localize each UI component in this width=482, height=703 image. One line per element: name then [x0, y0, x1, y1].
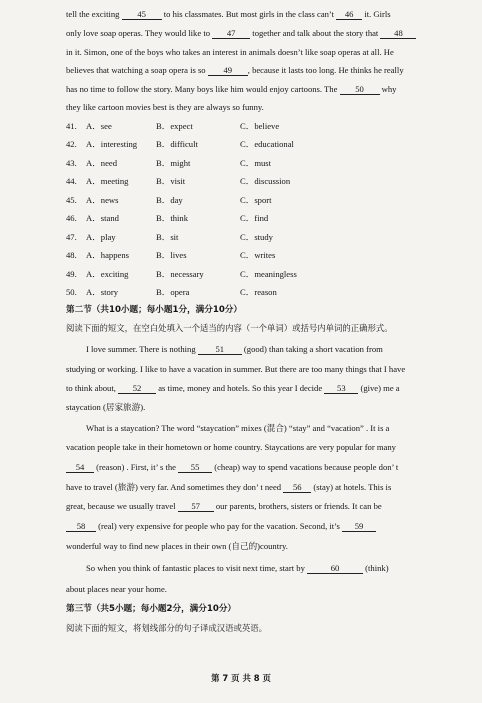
- text: as time, money and hotels. So this year I decide: [156, 383, 325, 393]
- p2-line-9: [66, 500, 452, 512]
- option-b: B．might: [156, 158, 191, 168]
- text: has no time to follow the story. Many boys like him would enjoy cartoons. The: [66, 84, 340, 94]
- text: (good) than taking a short vacation from: [241, 344, 383, 354]
- blank-52: 52: [118, 382, 156, 394]
- text: (cheap) way to spend vacations because people don’ t: [212, 462, 399, 472]
- question-number: 41.: [66, 121, 77, 131]
- blank-45: 45: [122, 8, 162, 20]
- text: (think): [363, 563, 389, 573]
- option-row: [66, 194, 320, 206]
- text: great, because we usually travel: [66, 501, 178, 511]
- text: our parents, brothers, sisters or friends. It can be: [213, 501, 382, 511]
- question-number: 50.: [66, 287, 77, 297]
- text: (real) very expensive for people who pay for the vacation. Second, it’s: [96, 521, 343, 531]
- blank-55: 55: [178, 461, 212, 473]
- option-a: A．news: [86, 195, 119, 205]
- option-row: [66, 212, 320, 224]
- p2-line-5: [66, 422, 452, 434]
- option-row: [66, 286, 320, 298]
- p2-line-1: [66, 343, 452, 355]
- text: So when you think of fantastic places to visit next time, start by: [86, 563, 308, 573]
- option-b: B．opera: [156, 287, 190, 297]
- blank-60: 60: [307, 562, 363, 574]
- text: believes that watching a soap opera is so: [66, 65, 208, 75]
- text: it. Girls: [362, 9, 391, 19]
- text: to his classmates. But most girls in the class can’t: [161, 9, 337, 19]
- option-b: B．lives: [156, 250, 187, 260]
- text: vacation people take in their hometown or home country. Staycations are very popular for many: [66, 442, 396, 452]
- option-b: B．sit: [156, 232, 179, 242]
- question-number: 43.: [66, 158, 77, 168]
- question-number: 45.: [66, 195, 77, 205]
- option-row: [66, 231, 320, 243]
- question-number: 47.: [66, 232, 77, 242]
- p2-line-2: [66, 363, 452, 375]
- text: tell the exciting: [66, 9, 122, 19]
- option-c: C．must: [240, 158, 272, 168]
- option-b: B．necessary: [156, 269, 204, 279]
- option-row: [66, 268, 320, 280]
- passage-line-6: [66, 101, 452, 113]
- option-c: C．believe: [240, 121, 280, 131]
- blank-49: 49: [208, 64, 248, 76]
- option-a: A．interesting: [86, 139, 138, 149]
- blank-46: 46: [336, 8, 362, 20]
- option-c: C．study: [240, 232, 273, 242]
- p2-line-12: [66, 562, 452, 574]
- text: (reason) . First, it’ s the: [94, 462, 179, 472]
- option-c: C．reason: [240, 287, 277, 297]
- option-c: C．find: [240, 213, 269, 223]
- option-c: C．writes: [240, 250, 276, 260]
- question-number: 44.: [66, 176, 77, 186]
- option-a: A．story: [86, 287, 118, 297]
- p2-line-3: [66, 382, 452, 394]
- blank-48: 48: [380, 27, 416, 39]
- text: only love soap operas. They would like to: [66, 28, 213, 38]
- option-a: A．need: [86, 158, 118, 168]
- text: I love summer. There is nothing: [86, 344, 198, 354]
- option-row: [66, 249, 320, 261]
- blank-59: 59: [342, 520, 376, 532]
- option-b: B．expect: [156, 121, 193, 131]
- section-2-title: 第二节（共10小题；每小题1分，满分10分）: [66, 305, 242, 315]
- option-c: C．discussion: [240, 176, 291, 186]
- option-row: [66, 157, 320, 169]
- text: studying or working. I like to have a vacation in summer. But there are too many things that I have: [66, 364, 406, 374]
- option-a: A．exciting: [86, 269, 129, 279]
- blank-54: 54: [66, 461, 94, 473]
- option-a: A．see: [86, 121, 112, 131]
- blank-58: 58: [66, 520, 96, 532]
- option-row: [66, 138, 320, 150]
- passage-line-1: [66, 8, 452, 20]
- question-number: 46.: [66, 213, 77, 223]
- option-a: A．meeting: [86, 176, 129, 186]
- passage-line-3: [66, 46, 452, 58]
- question-number: 42.: [66, 139, 77, 149]
- text: (give) me a: [358, 383, 400, 393]
- option-c: C．educational: [240, 139, 294, 149]
- section-3-instruction: 阅读下面的短文，将划线部分的句子译成汉语或英语。: [66, 623, 267, 633]
- text: to think about,: [66, 383, 119, 393]
- p2-line-7: [66, 461, 452, 473]
- p2-line-8: [66, 481, 452, 493]
- p2-line-4: [66, 401, 452, 413]
- passage-line-5: [66, 83, 452, 95]
- option-row: [66, 175, 320, 187]
- p2-line-10: [66, 520, 452, 532]
- text: wonderful way to find new places in their own (自己的)country.: [66, 541, 288, 551]
- option-b: B．visit: [156, 176, 186, 186]
- p2-line-13: [66, 583, 452, 595]
- text: What is a staycation? The word “staycation” mixes (混合) “stay” and “vacation” . It is a: [86, 423, 390, 433]
- option-c: C．meaningless: [240, 269, 297, 279]
- option-a: A．play: [86, 232, 116, 242]
- question-number: 49.: [66, 269, 77, 279]
- option-row: [66, 120, 320, 132]
- text: (stay) at hotels. This is: [311, 482, 392, 492]
- section-2-instruction: 阅读下面的短文，在空白处填入一个适当的内容（一个单词）或括号内单词的正确形式。: [66, 323, 393, 333]
- text: , because it lasts too long. He thinks he really: [247, 65, 404, 75]
- page-footer: 第 7 页 共 8 页: [211, 673, 271, 683]
- p2-line-6: [66, 441, 452, 453]
- blank-47: 47: [212, 27, 250, 39]
- text: staycation (居家旅游).: [66, 402, 146, 412]
- text: about places near your home.: [66, 584, 167, 594]
- text: they like cartoon movies best is they are always so funny.: [66, 102, 264, 112]
- passage-line-4: [66, 64, 452, 76]
- text: in it. Simon, one of the boys who takes an interest in animals doesn’t like soap operas at all. He: [66, 47, 394, 57]
- section-3-title: 第三节（共5小题；每小题2分，满分10分）: [66, 604, 237, 614]
- blank-57: 57: [178, 500, 214, 512]
- text: why: [379, 84, 397, 94]
- blank-56: 56: [283, 481, 311, 493]
- p2-line-11: [66, 540, 452, 552]
- blank-51: 51: [198, 343, 242, 355]
- text: together and talk about the story that: [250, 28, 381, 38]
- option-a: A．stand: [86, 213, 119, 223]
- question-number: 48.: [66, 250, 77, 260]
- option-b: B．difficult: [156, 139, 198, 149]
- text: have to travel (旅游) very far. And sometimes they don’ t need: [66, 482, 284, 492]
- passage-line-2: [66, 27, 452, 39]
- option-b: B．think: [156, 213, 188, 223]
- option-c: C．sport: [240, 195, 272, 205]
- blank-53: 53: [324, 382, 358, 394]
- option-a: A．happens: [86, 250, 129, 260]
- blank-50: 50: [340, 83, 380, 95]
- option-b: B．day: [156, 195, 183, 205]
